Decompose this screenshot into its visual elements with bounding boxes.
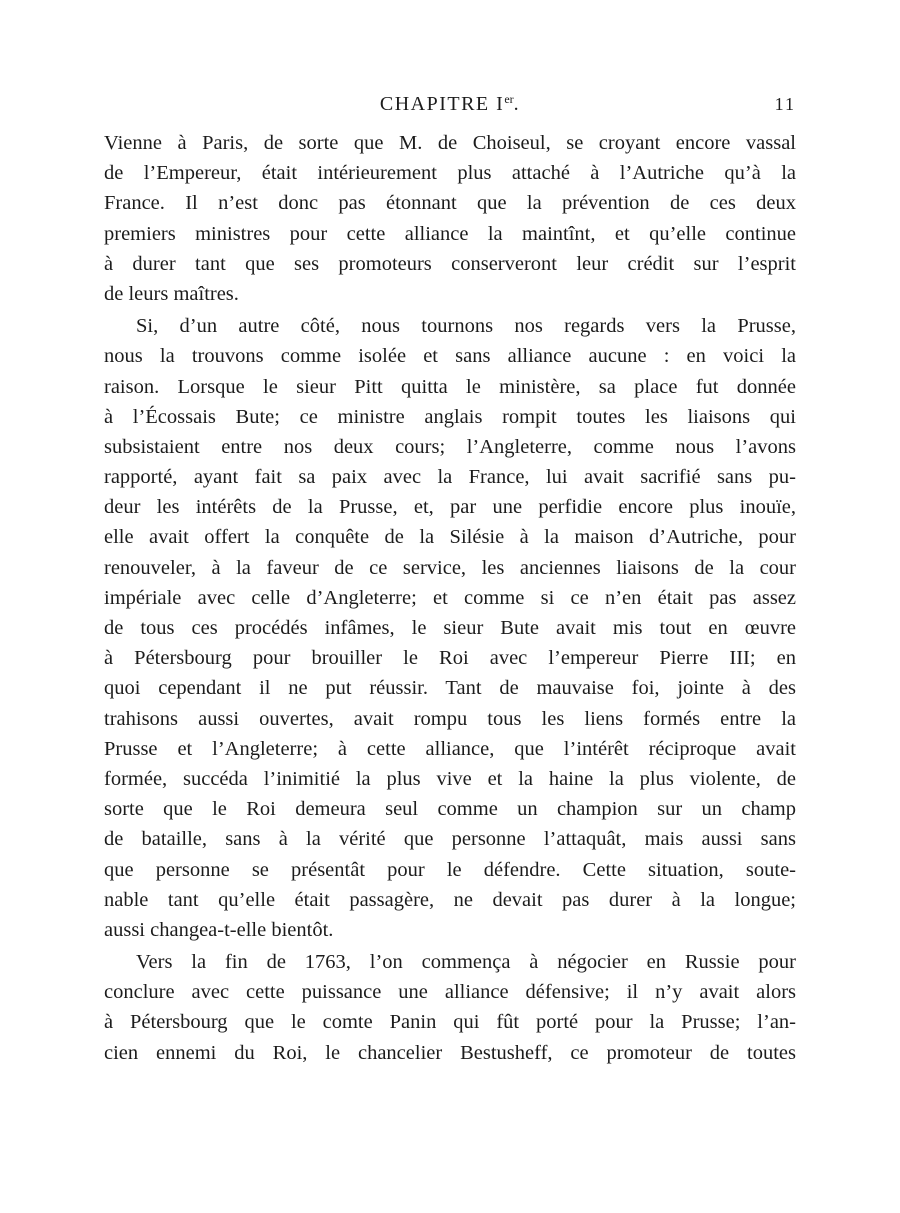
text-line: Si, d’un autre côté, nous tournons nos regards vers la Prusse, bbox=[136, 315, 796, 338]
text-line: cien ennemi du Roi, le chancelier Bestusheff, ce promoteur de toutes bbox=[104, 1041, 796, 1064]
text-line: à l’Écossais Bute; ce ministre anglais rompit toutes les liaisons qui bbox=[104, 405, 796, 428]
paragraph-1 bbox=[104, 128, 796, 309]
chapter-title-suffix: . bbox=[513, 93, 521, 115]
text-line: Vienne à Paris, de sorte que M. de Choiseul, se croyant encore vassal bbox=[104, 132, 796, 154]
text-line: trahisons aussi ouvertes, avait rompu tous les liens formés entre la bbox=[104, 707, 796, 730]
text-line: à Pétersbourg pour brouiller le Roi avec l’empereur Pierre III; en bbox=[104, 647, 796, 670]
paragraph-3 bbox=[104, 947, 796, 1068]
text-line: quoi cependant il ne put réussir. Tant de mauvaise foi, jointe à des bbox=[104, 677, 796, 700]
book-page bbox=[104, 88, 796, 1068]
text-line: conclure avec cette puissance une alliance défensive; il n’y avait alors bbox=[104, 981, 796, 1004]
chapter-title-superscript: er bbox=[504, 92, 514, 106]
text-line: nous la trouvons comme isolée et sans alliance aucune : en voici la bbox=[104, 345, 796, 368]
text-line: formée, succéda l’inimitié la plus vive et la haine la plus violente, de bbox=[104, 767, 796, 790]
text-line: aussi changea-t-elle bientôt. bbox=[104, 918, 334, 941]
text-line: à durer tant que ses promoteurs conserveront leur crédit sur l’esprit bbox=[104, 252, 796, 275]
text-line: elle avait offert la conquête de la Silésie à la maison d’Autriche, pour bbox=[104, 526, 796, 549]
text-line: premiers ministres pour cette alliance la maintînt, et qu’elle continue bbox=[104, 222, 796, 245]
text-line: Vers la fin de 1763, l’on commença à négocier en Russie pour bbox=[136, 951, 796, 974]
text-line: renouveler, à la faveur de ce service, les anciennes liaisons de la cour bbox=[104, 556, 796, 579]
text-line: que personne se présentât pour le défendre. Cette situation, soute- bbox=[104, 858, 796, 881]
text-line: raison. Lorsque le sieur Pitt quitta le ministère, sa place fut donnée bbox=[104, 375, 796, 398]
text-line: à Pétersbourg que le comte Panin qui fût porté pour la Prusse; l’an- bbox=[104, 1011, 796, 1034]
paragraph-2 bbox=[104, 311, 796, 945]
text-line: de leurs maîtres. bbox=[104, 282, 239, 305]
chapter-title bbox=[104, 92, 796, 116]
text-line: France. Il n’est donc pas étonnant que la prévention de ces deux bbox=[104, 192, 796, 215]
running-head bbox=[104, 88, 796, 124]
text-line: rapporté, ayant fait sa paix avec la France, lui avait sacrifié sans pu- bbox=[104, 466, 796, 489]
page-number: 11 bbox=[774, 94, 796, 114]
text-line: sorte que le Roi demeura seul comme un champion sur un champ bbox=[104, 798, 796, 821]
text-line: nable tant qu’elle était passagère, ne devait pas durer à la longue; bbox=[104, 888, 796, 911]
text-line: de tous ces procédés infâmes, le sieur Bute avait mis tout en œuvre bbox=[104, 617, 796, 639]
body-text bbox=[104, 128, 796, 1068]
text-line: impériale avec celle d’Angleterre; et comme si ce n’en était pas assez bbox=[104, 586, 796, 609]
text-line: de l’Empereur, était intérieurement plus attaché à l’Autriche qu’à la bbox=[104, 162, 796, 185]
text-line: Prusse et l’Angleterre; à cette alliance, que l’intérêt réciproque avait bbox=[104, 737, 796, 760]
text-line: de bataille, sans à la vérité que personne l’attaquât, mais aussi sans bbox=[104, 828, 796, 851]
text-line: deur les intérêts de la Prusse, et, par une perfidie encore plus inouïe, bbox=[104, 496, 796, 519]
text-line: subsistaient entre nos deux cours; l’Angleterre, comme nous l’avons bbox=[104, 435, 796, 458]
chapter-title-text: CHAPITRE I bbox=[379, 93, 505, 115]
